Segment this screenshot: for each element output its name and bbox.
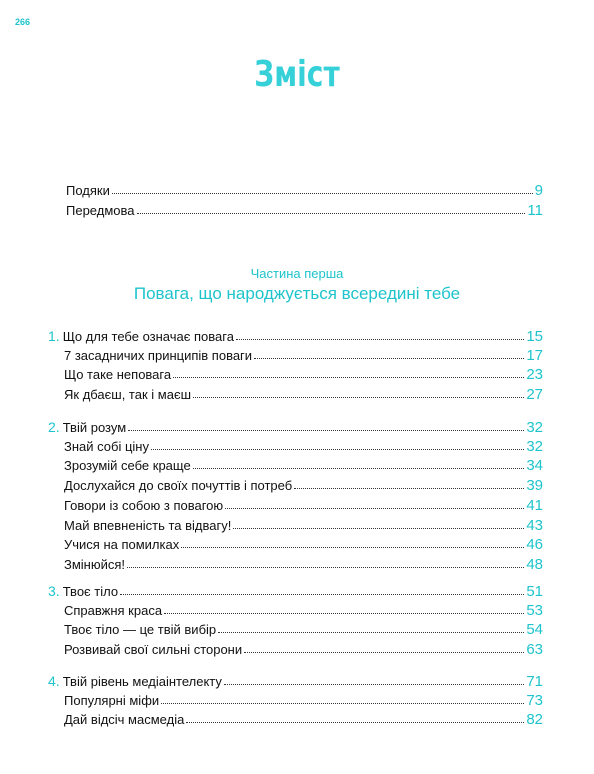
toc-page-number: 51: [526, 583, 543, 600]
toc-entry-section[interactable]: [64, 495, 543, 517]
toc-entry-label: Зрозумій себе краще: [64, 458, 191, 473]
toc-page-number: 9: [534, 182, 543, 199]
toc-page-number: 27: [526, 386, 543, 403]
toc-page-number: 48: [526, 556, 543, 573]
toc-entry-chapter[interactable]: [48, 670, 543, 692]
toc-page-number: 11: [527, 202, 543, 219]
toc-entry-label: Говори із собою з повагою: [64, 498, 224, 513]
toc-entry-label: Учися на помилках: [64, 537, 180, 552]
dot-leader: [225, 498, 524, 509]
toc-entry-label: Подяки: [66, 183, 110, 198]
dot-leader: [112, 183, 533, 194]
dot-leader: [233, 518, 524, 529]
toc-page-number: 43: [526, 517, 543, 534]
toc-entry-label: Знай собі ціну: [64, 439, 149, 454]
toc-entry-section[interactable]: [64, 639, 543, 661]
toc-entry-label: Твоє тіло — це твій вибір: [64, 622, 217, 637]
dot-leader: [193, 458, 525, 469]
toc-entry-label: Твій розум: [62, 420, 127, 435]
toc-entry-label: Популярні міфи: [64, 693, 160, 708]
toc-entry-section[interactable]: [64, 475, 543, 497]
toc-entry-section[interactable]: [64, 554, 543, 576]
toc-page-number: 17: [526, 347, 543, 364]
toc-page-number: 63: [526, 641, 543, 658]
part-label: Частина перша: [250, 266, 344, 281]
dot-leader: [224, 674, 524, 685]
toc-page-number: 46: [526, 536, 543, 553]
dot-leader: [294, 478, 524, 489]
dot-leader: [186, 712, 524, 723]
toc-entry-label: Як дбаєш, так і маєш: [64, 387, 192, 402]
chapter-number: 3.: [48, 583, 60, 599]
toc-page-number: 32: [526, 419, 543, 436]
toc-entry-label: Май впевненість та відвагу!: [64, 518, 232, 533]
toc-entry-label: Що таке неповага: [64, 367, 172, 382]
dot-leader: [151, 439, 524, 450]
toc-page-number: 53: [526, 602, 543, 619]
toc-entry-section[interactable]: [64, 384, 543, 406]
toc-page-number: 82: [526, 711, 543, 728]
toc-entry-label: 7 засадничих принципів поваги: [64, 348, 253, 363]
toc-page-number: 15: [526, 328, 543, 345]
dot-leader: [128, 420, 524, 431]
chapter-number: 2.: [48, 419, 60, 435]
toc-page-number: 54: [526, 621, 543, 638]
toc-entry-section[interactable]: [64, 364, 543, 386]
part-title: Повага, що народжується всередині тебе: [133, 284, 461, 303]
dot-leader: [137, 203, 526, 214]
toc-entry-label: Твій рівень медіаінтелекту: [62, 674, 222, 689]
dot-leader: [127, 557, 524, 568]
chapter-number: 1.: [48, 328, 60, 344]
page-title: Зміст: [254, 54, 340, 95]
toc-page-number: 71: [526, 673, 543, 690]
dot-leader: [181, 537, 524, 548]
toc-page-number: 23: [526, 366, 543, 383]
dot-leader: [164, 603, 524, 614]
toc-entry-section[interactable]: [64, 709, 543, 731]
toc-entry-chapter[interactable]: [48, 325, 543, 347]
toc-page-number: 73: [526, 692, 543, 709]
dot-leader: [218, 622, 524, 633]
dot-leader: [193, 387, 524, 398]
toc-entry-label: Змінюйся!: [64, 557, 126, 572]
dot-leader: [120, 584, 524, 595]
toc-entry-front-matter[interactable]: [66, 200, 543, 222]
toc-entry-label: Дай відсіч масмедіа: [64, 712, 185, 727]
toc-entry-label: Твоє тіло: [62, 584, 119, 599]
toc-page-number: 34: [526, 457, 543, 474]
toc-page-number: 39: [526, 477, 543, 494]
toc-entry-section[interactable]: [64, 619, 543, 641]
dot-leader: [254, 348, 524, 359]
toc-page-number: 32: [526, 438, 543, 455]
toc-entry-front-matter[interactable]: [66, 180, 543, 202]
toc-entry-label: Що для тебе означає повага: [62, 329, 234, 344]
dot-leader: [161, 693, 524, 704]
toc-entry-chapter[interactable]: [48, 580, 543, 602]
toc-entry-label: Розвивай свої сильні сторони: [64, 642, 243, 657]
chapter-number: 4.: [48, 673, 60, 689]
toc-entry-label: Дослухайся до своїх почуттів і потреб: [64, 478, 293, 493]
page-number: 266: [15, 17, 31, 27]
toc-entry-section[interactable]: [64, 534, 543, 556]
toc-page-number: 41: [526, 497, 543, 514]
dot-leader: [173, 367, 524, 378]
toc-entry-section[interactable]: [64, 455, 543, 477]
dot-leader: [236, 329, 524, 340]
toc-entry-label: Справжня краса: [64, 603, 163, 618]
toc-entry-label: Передмова: [66, 203, 135, 218]
toc-entry-chapter[interactable]: [48, 416, 543, 438]
dot-leader: [244, 642, 524, 653]
